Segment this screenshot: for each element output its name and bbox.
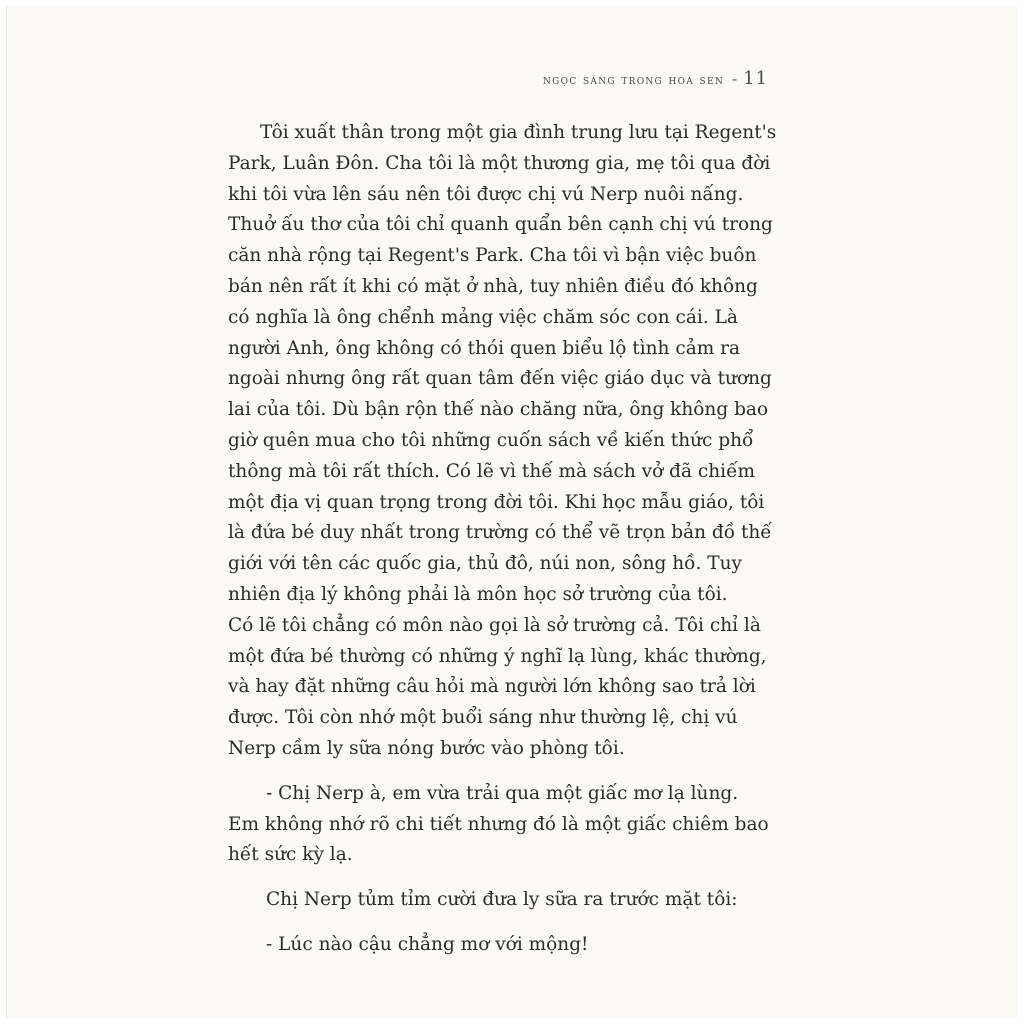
text-line: bán nên rất ít khi có mặt ở nhà, tuy nhiên điều đó không xyxy=(228,275,758,297)
text-line: giờ quên mua cho tôi những cuốn sách về kiến thức phổ xyxy=(228,429,754,451)
paragraph-2: Chị Nerp tủm tỉm cười đưa ly sữa ra trước mặt tôi: xyxy=(266,889,738,911)
text-line: có nghĩa là ông chểnh mảng việc chăm sóc con cái. Là xyxy=(228,306,738,328)
book-title: ngọc sáng trong hoa sen xyxy=(543,73,725,88)
text-line: thông mà tôi rất thích. Có lẽ vì thế mà sách vở đã chiếm xyxy=(228,460,755,482)
dialog-line-1 xyxy=(228,779,776,871)
text-line: người Anh, ông không có thói quen biểu lộ tình cảm ra xyxy=(228,337,741,359)
text-line: căn nhà rộng tại Regent's Park. Cha tôi vì bận việc buôn xyxy=(228,245,757,267)
text-line: Park, Luân Đôn. Cha tôi là một thương gia, mẹ tôi qua đời xyxy=(228,152,771,174)
dialog-line-2: - Lúc nào cậu chẳng mơ với mộng! xyxy=(266,933,589,955)
text-line: và hay đặt những câu hỏi mà người lớn không sao trả lời xyxy=(228,676,756,698)
text-line: được. Tôi còn nhớ một buổi sáng như thường lệ, chị vú xyxy=(228,707,738,729)
running-header xyxy=(543,68,783,89)
text-line: Tôi xuất thân trong một gia đình trung lưu tại Regent's xyxy=(260,122,777,143)
text-line: hết sức kỳ lạ. xyxy=(228,844,353,866)
text-line: Nerp cầm ly sữa nóng bước vào phòng tôi. xyxy=(228,737,625,759)
header-separator: - xyxy=(732,70,738,88)
page-number: 11 xyxy=(743,68,769,89)
text-line: nhiên địa lý không phải là môn học sở trường của tôi. xyxy=(228,583,728,605)
text-line: Có lẽ tôi chẳng có môn nào gọi là sở trường cả. Tôi chỉ là xyxy=(228,614,761,636)
text-line: một đứa bé thường có những ý nghĩ lạ lùng, khác thường, xyxy=(228,645,767,667)
text-line: Em không nhớ rõ chi tiết nhưng đó là một giấc chiêm bao xyxy=(228,813,769,835)
text-line: khi tôi vừa lên sáu nên tôi được chị vú Nerp nuôi nấng. xyxy=(228,183,744,205)
text-line: là đứa bé duy nhất trong trường có thể vẽ trọn bản đồ thế xyxy=(228,522,772,544)
text-line: lai của tôi. Dù bận rộn thế nào chăng nữa, ông không bao xyxy=(228,399,769,421)
text-line: giới với tên các quốc gia, thủ đô, núi non, sông hồ. Tuy xyxy=(228,553,742,575)
text-line: ngoài nhưng ông rất quan tâm đến việc giáo dục và tương xyxy=(228,368,772,390)
text-line: - Chị Nerp à, em vừa trải qua một giấc mơ lạ lùng. xyxy=(266,782,739,804)
text-line: Thuở ấu thơ của tôi chỉ quanh quẩn bên cạnh chị vú trong xyxy=(228,214,773,236)
paragraph-1 xyxy=(228,118,776,765)
text-line: một địa vị quan trọng trong đời tôi. Khi học mẫu giáo, tôi xyxy=(228,491,765,513)
page-body xyxy=(228,118,776,961)
